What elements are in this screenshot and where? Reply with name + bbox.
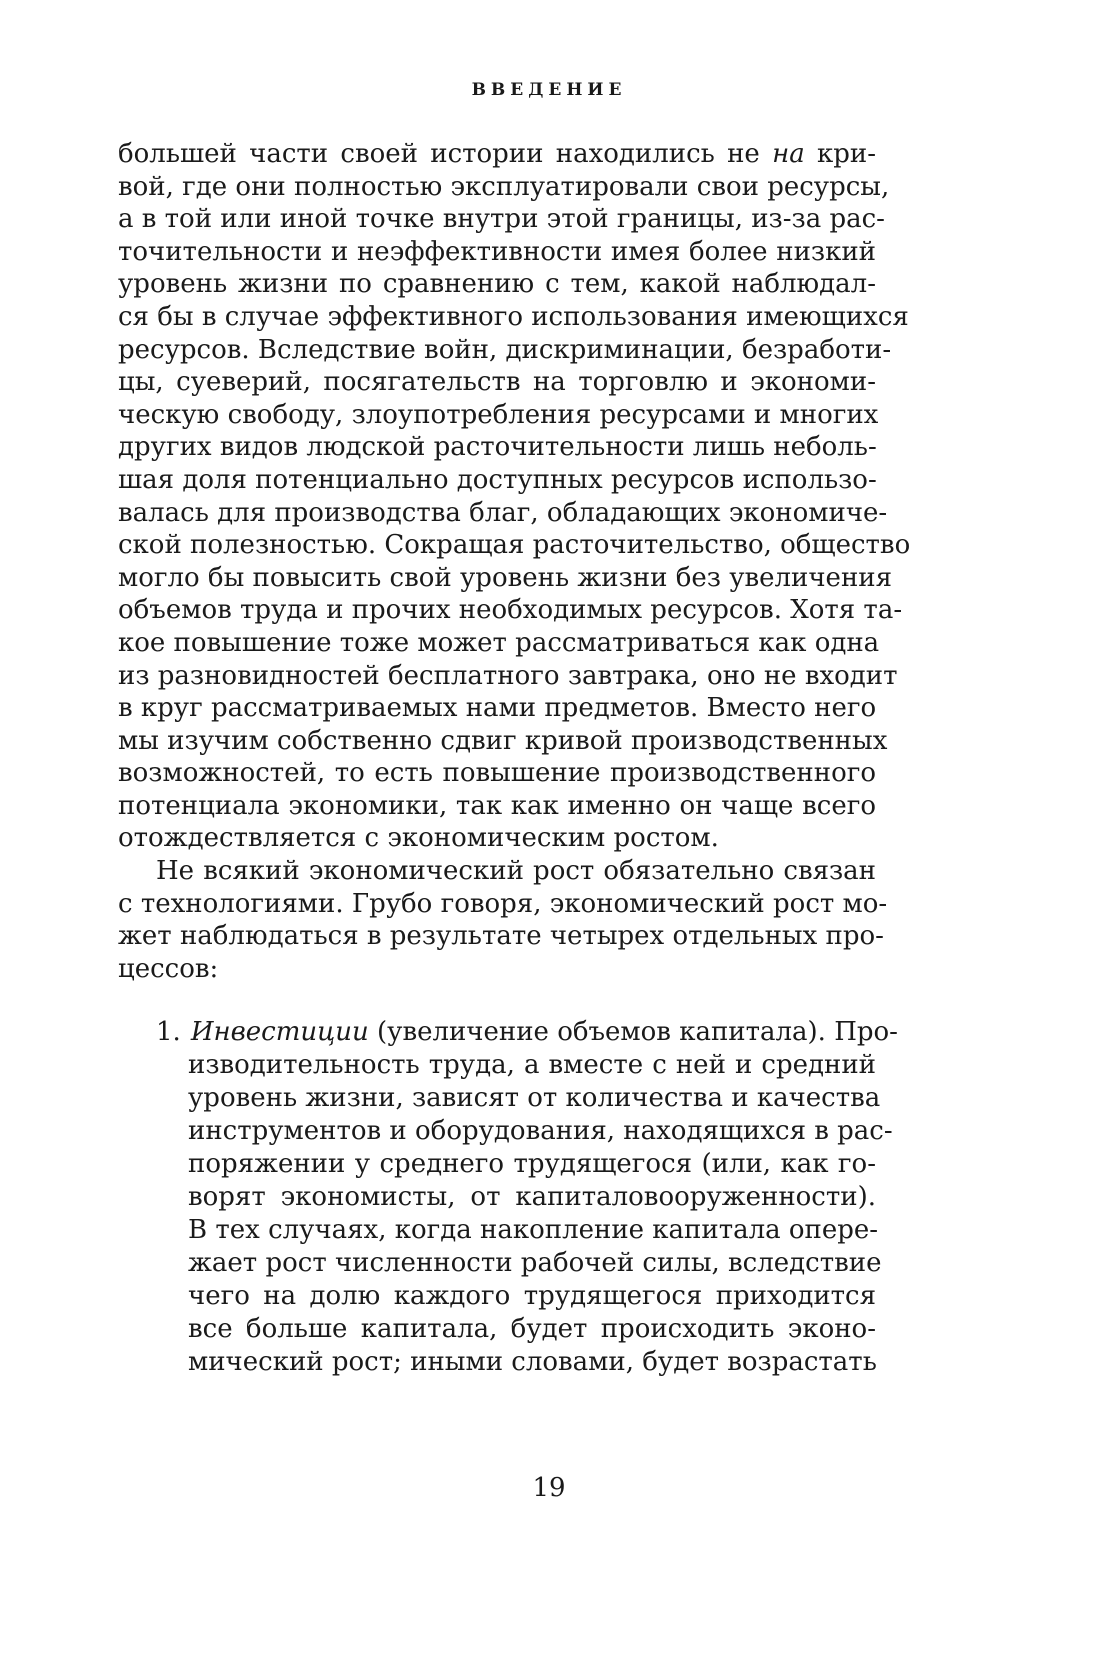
emphasis-span: на xyxy=(772,139,805,169)
text-line: шая доля потенциально доступных ресурсов использо- xyxy=(118,464,877,495)
text-line: ся бы в случае эффективного использования имеющихся xyxy=(118,301,909,332)
text-line: отождествляется с экономическим ростом. xyxy=(118,823,719,854)
text-line: а в той или иной точке внутри этой границы, из-за рас- xyxy=(118,204,885,235)
paragraph-1 xyxy=(118,138,911,855)
main-text xyxy=(118,138,911,985)
text-line: с технологиями. Грубо говоря, экономический рост мо- xyxy=(118,888,888,919)
text-line: других видов людской расточительности лишь неболь- xyxy=(118,432,877,463)
running-head: ВВЕДЕНИЕ xyxy=(471,80,627,100)
text-line: жет наблюдаться в результате четырех отдельных про- xyxy=(118,921,884,952)
text-span: большей части своей истории находились не xyxy=(118,139,773,169)
page-number: 19 xyxy=(532,1473,566,1503)
text-line: цессов: xyxy=(118,953,219,984)
list-number: 1. xyxy=(156,1017,181,1047)
text-line: ресурсов. Вследствие войн, дискриминации, безработи- xyxy=(118,334,892,365)
list-text-line: уровень жизни, зависят от количества и качества xyxy=(188,1083,881,1113)
text-line: точительности и неэффективности имея более низкий xyxy=(118,236,876,267)
list-term: Инвестиции xyxy=(190,1017,369,1047)
list-text-line: поряжении у среднего трудящегося (или, как го- xyxy=(188,1149,876,1179)
text-span: кри- xyxy=(804,139,876,169)
text-line: мы изучим собственно сдвиг кривой производственных xyxy=(118,725,888,756)
numbered-list xyxy=(118,1016,898,1379)
list-text-line: В тех случаях, когда накопление капитала опере- xyxy=(188,1215,879,1245)
text-line: валась для производства благ, обладающих экономиче- xyxy=(118,497,888,528)
list-item-1-lines xyxy=(118,1049,893,1379)
list-text-line: ворят экономисты, от капиталовооруженности). xyxy=(188,1182,876,1212)
paragraph-2 xyxy=(118,855,888,985)
list-text-line: чего на долю каждого трудящегося приходится xyxy=(188,1281,876,1311)
text-line: объемов труда и прочих необходимых ресурсов. Хотя та- xyxy=(118,595,903,626)
text-line: могло бы повысить свой уровень жизни без увеличения xyxy=(118,562,893,593)
text-line: ской полезностью. Сокращая расточительство, общество xyxy=(118,530,911,561)
text-line: из разновидностей бесплатного завтрака, оно не входит xyxy=(118,660,898,691)
list-text-line: жает рост численности рабочей силы, вследствие xyxy=(188,1248,882,1278)
text-line: возможностей, то есть повышение производственного xyxy=(118,758,876,789)
list-text-line: инструментов и оборудования, находящихся в рас- xyxy=(188,1116,893,1146)
text-line: вой, где они полностью эксплуатировали свои ресурсы, xyxy=(118,171,890,202)
text-line: уровень жизни по сравнению с тем, какой наблюдал- xyxy=(118,269,876,300)
list-item-1-first-line xyxy=(118,1016,898,1049)
list-text-line: все больше капитала, будет происходить эконо- xyxy=(188,1314,876,1344)
list-text-line: мический рост; иными словами, будет возрастать xyxy=(188,1347,877,1377)
list-text-line: изводительность труда, а вместе с ней и средний xyxy=(188,1050,876,1080)
text-line: в круг рассматриваемых нами предметов. Вместо него xyxy=(118,693,877,724)
text-line: цы, суеверий, посягательств на торговлю и экономи- xyxy=(118,367,876,398)
text-line xyxy=(118,138,876,171)
list-first-line-rest: (увеличение объемов капитала). Про- xyxy=(368,1017,898,1047)
text-line: ческую свободу, злоупотребления ресурсами и многих xyxy=(118,399,879,430)
text-line: кое повышение тоже может рассматриваться как одна xyxy=(118,627,880,658)
text-line: Не всякий экономический рост обязательно связан xyxy=(156,856,876,887)
text-line: потенциала экономики, так как именно он чаще всего xyxy=(118,790,876,821)
